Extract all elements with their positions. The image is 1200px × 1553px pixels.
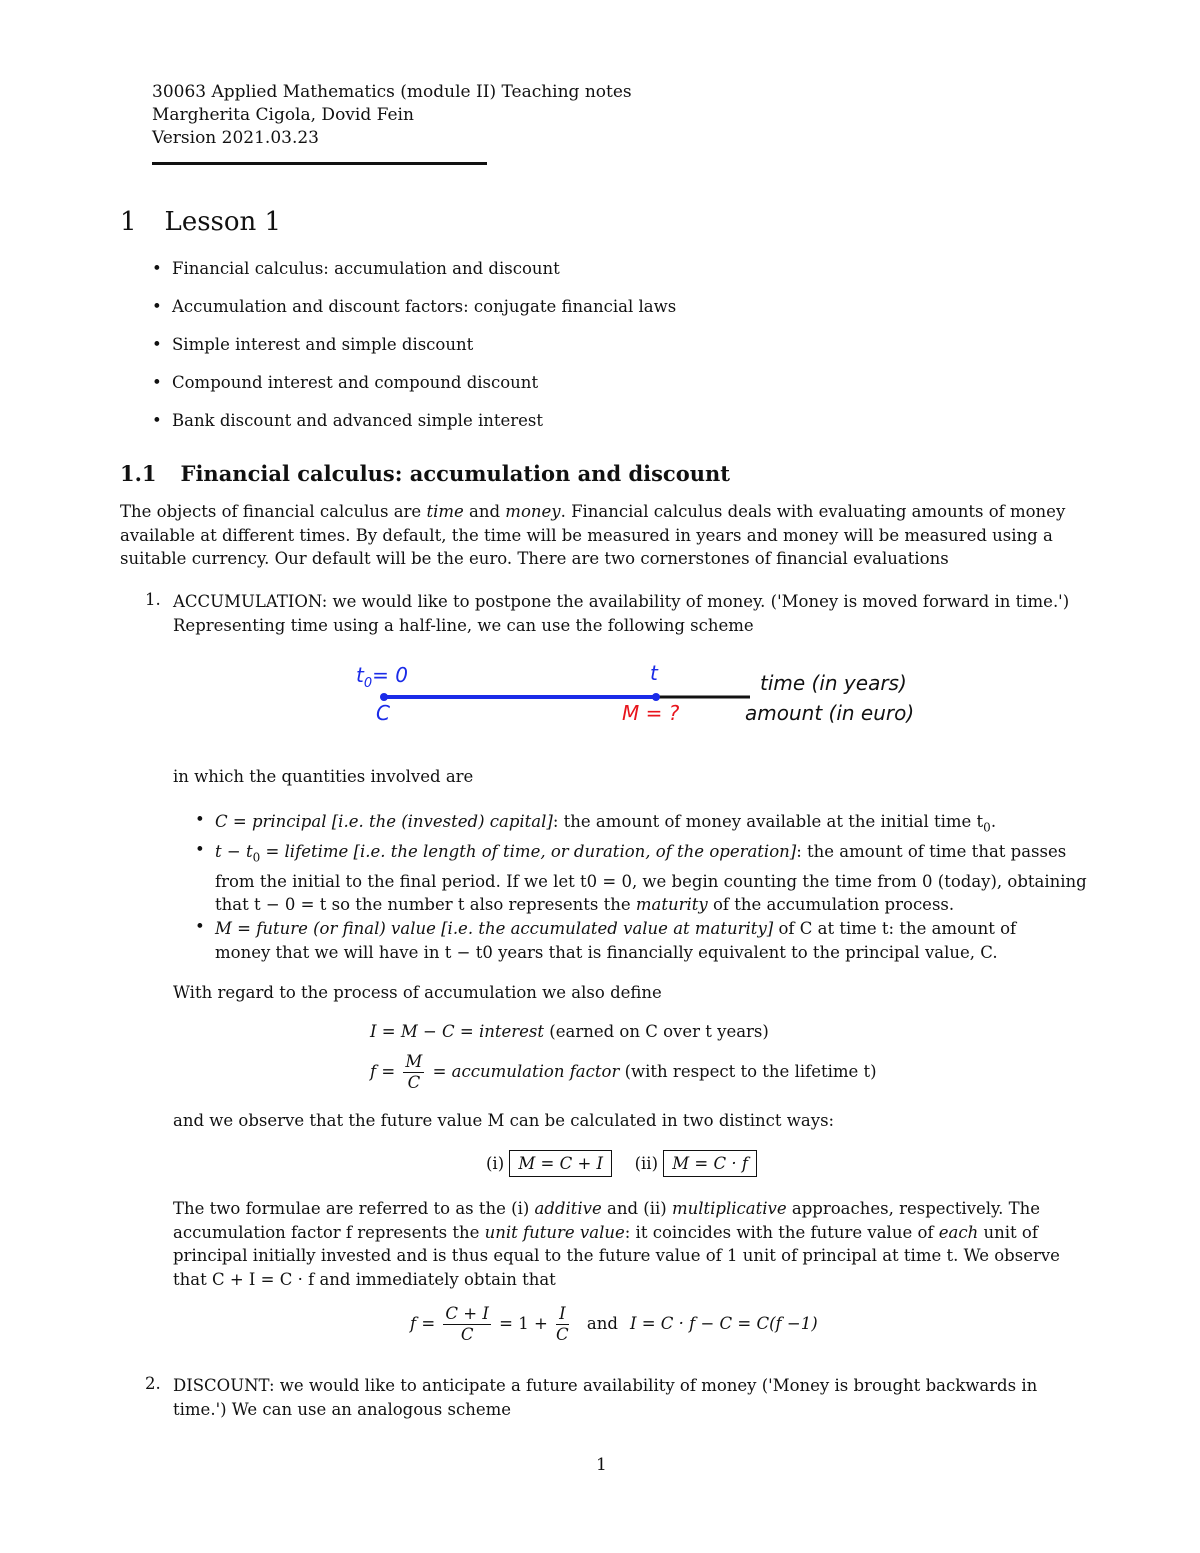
future-value-formulas: (i) M = C + I (ii) M = C · f — [486, 1150, 757, 1177]
authors: Margherita Cigola, Dovid Fein — [152, 105, 414, 125]
two-formulae-paragraph: The two formulae are referred to as the (i) additive and (ii) multiplicative approaches, respectively. The accumulation factor f represents the unit future value: it coincides with the future value of each unit of principal initially invested and is thus equal to the future value of 1 unit of principal at time t. We observe that C + I = C · f and immediately obtain that — [173, 1199, 1060, 1289]
list-item: • Simple interest and simple discount — [152, 335, 474, 354]
t0-label: $t_0= 0$ — [356, 663, 408, 691]
list-item: • Bank discount and advanced simple interest — [152, 411, 544, 430]
list-item: • — [195, 810, 205, 829]
list-item: • — [195, 917, 205, 936]
list-item: • Financial calculus: accumulation and discount — [152, 259, 560, 278]
quantity-future-value: M = future (or final) value [i.e. the accumulated value at maturity] of C at time t: the amount of money that we will have in t − t0 years that is financially equivalent to the principal value, C. — [215, 919, 1017, 962]
c-label: C — [376, 701, 390, 725]
additive-formula: M = C + I — [509, 1150, 612, 1177]
subsection-number: 1.1 — [120, 461, 157, 486]
item-1-number: 1. — [145, 590, 161, 609]
section-title: Lesson 1 — [164, 207, 282, 237]
quantity-lifetime: $t - t_0$ = lifetime [i.e. the length of time, or duration, of the operation]: the amount of time that passes from the initial to the final period. If we let t0 = 0, we begin counting the time from 0 (today), obtaining that t − 0 = t so the number t also represents the maturity of the accumulation process. — [215, 842, 1087, 915]
header-rule — [152, 162, 487, 165]
t-point — [652, 693, 660, 701]
list-item: • — [195, 840, 205, 859]
subsection-heading — [120, 461, 730, 486]
observe-text: and we observe that the future value M can be calculated in two distinct ways: — [173, 1111, 835, 1130]
m-label: M = ? — [622, 701, 680, 725]
item-1-text: ACCUMULATION: we would like to postpone the availability of money. ('Money is moved forward in time.') Representing time using a half-line, we can use the following scheme — [173, 592, 1070, 635]
course-title: 30063 Applied Mathematics (module II) Teaching notes — [152, 82, 632, 102]
quantity-principal: C = principal [i.e. the (invested) capital]: the amount of money available at the initial time $t_0$. — [215, 812, 997, 835]
time-axis-label: time (in years) — [760, 671, 907, 695]
amount-axis-label: amount (in euro) — [745, 701, 915, 725]
item-2-text: DISCOUNT: we would like to anticipate a future availability of money ('Money is brought backwards in time.') We can use an analogous scheme — [173, 1376, 1038, 1419]
list-item: • Compound interest and compound discount — [152, 373, 539, 392]
section-heading — [120, 207, 281, 237]
derived-formula: f = $\frac{C + I}{C}$ = 1 + $\frac{I}{C}$ and I = C · f − C = C(f −1) — [410, 1304, 818, 1344]
section-number: 1 — [120, 207, 137, 237]
multiplicative-formula: M = C · f — [663, 1150, 757, 1177]
subsection-title: Financial calculus: accumulation and discount — [180, 461, 730, 486]
version: Version 2021.03.23 — [152, 128, 319, 148]
t-label: t — [650, 661, 658, 685]
quantities-intro: in which the quantities involved are — [173, 767, 474, 786]
regard-text: With regard to the process of accumulation we also define — [173, 983, 662, 1002]
interest-definition: I = M − C = interest (earned on C over t years) — [370, 1022, 769, 1041]
item-2-number: 2. — [145, 1374, 161, 1393]
list-item: • Accumulation and discount factors: conjugate financial laws — [152, 297, 677, 316]
page-number: 1 — [596, 1455, 607, 1475]
intro-paragraph: The objects of financial calculus are time and money. Financial calculus deals with evaluating amounts of money available at different times. By default, the time will be measured in years and money will be measured using a suitable currency. Our default will be the euro. There are two cornerstones of financial evaluations — [120, 502, 1066, 568]
t0-point — [380, 693, 388, 701]
accumulation-factor-definition: f = $\frac{M}{C}$ = accumulation factor (with respect to the lifetime t) — [370, 1052, 877, 1092]
accumulation-diagram — [340, 655, 960, 735]
